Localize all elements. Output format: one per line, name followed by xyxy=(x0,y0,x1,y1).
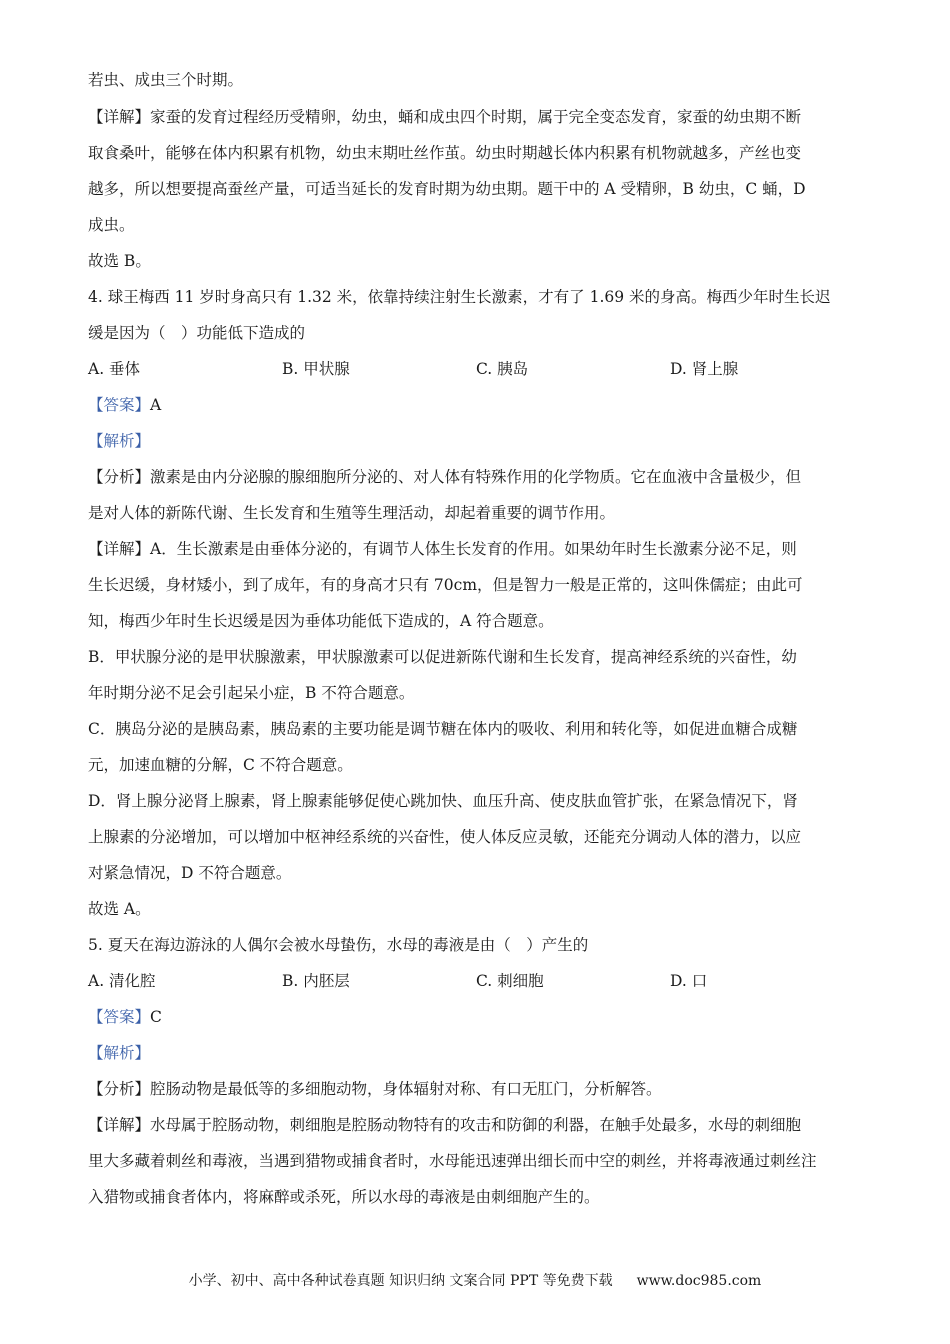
answer-tag: 【答案】 xyxy=(88,1008,151,1026)
text-line: 成虫。 xyxy=(88,216,135,234)
text-line: 里大多藏着刺丝和毒液，当遇到猎物或捕食者时，水母能迅速弹出细长而中空的刺丝，并将毒液通过刺丝注 xyxy=(88,1152,817,1170)
analysis-tag: 【解析】 xyxy=(88,1044,151,1062)
text-line: 【详解】A．生长激素是由垂体分泌的，有调节人体生长发育的作用。如果幼年时生长激素分泌不足，则 xyxy=(88,540,797,558)
q4-option-a: A. 垂体 xyxy=(88,360,141,378)
answer-value: A xyxy=(150,396,162,414)
text-line: 上腺素的分泌增加，可以增加中枢神经系统的兴奋性，使人体反应灵敏，还能充分调动人体的潜力，以应 xyxy=(88,828,802,846)
answer-value: C xyxy=(150,1008,162,1026)
text-line: 若虫、成虫三个时期。 xyxy=(88,71,244,89)
text-line: 故选 B。 xyxy=(88,252,151,270)
q4-answer-line xyxy=(88,395,161,415)
question-5-text: 5. 夏天在海边游泳的人偶尔会被水母蛰伤，水母的毒液是由（ ）产生的 xyxy=(88,936,589,954)
answer-tag: 【答案】 xyxy=(88,396,151,414)
q4-option-c: C. 胰岛 xyxy=(476,360,529,378)
text-line: 对紧急情况，D 不符合题意。 xyxy=(88,864,292,882)
analysis-tag: 【解析】 xyxy=(88,432,151,450)
footer-text: 小学、初中、高中各种试卷真题 知识归纳 文案合同 PPT 等免费下载 xyxy=(188,1273,613,1289)
q4-option-b: B. 甲状腺 xyxy=(282,360,350,378)
text-line: B．甲状腺分泌的是甲状腺激素，甲状腺激素可以促进新陈代谢和生长发育，提高神经系统的兴奋性，幼 xyxy=(88,648,797,666)
text-line: 取食桑叶，能够在体内积累有机物，幼虫末期吐丝作茧。幼虫时期越长体内积累有机物就越多，产丝也变 xyxy=(88,144,802,162)
text-line: 知，梅西少年时生长迟缓是因为垂体功能低下造成的，A 符合题意。 xyxy=(88,612,554,630)
text-line: 年时期分泌不足会引起呆小症，B 不符合题意。 xyxy=(88,684,415,702)
text-line: 【详解】家蚕的发育过程经历受精卵，幼虫，蛹和成虫四个时期，属于完全变态发育，家蚕的幼虫期不断 xyxy=(88,108,802,126)
text-line: 【详解】水母属于腔肠动物，刺细胞是腔肠动物特有的攻击和防御的利器，在触手处最多，水母的刺细胞 xyxy=(88,1116,802,1134)
text-line: 元，加速血糖的分解，C 不符合题意。 xyxy=(88,756,353,774)
text-line: 生长迟缓，身材矮小，到了成年，有的身高才只有 70cm，但是智力一般是正常的，这叫侏儒症；由此可 xyxy=(88,576,803,594)
q5-option-c: C. 刺细胞 xyxy=(476,972,544,990)
q5-option-d: D. 口 xyxy=(670,972,708,990)
question-4-text: 缓是因为（ ）功能低下造成的 xyxy=(88,324,306,342)
q4-option-d: D. 肾上腺 xyxy=(670,360,739,378)
text-line: 越多，所以想要提高蚕丝产量，可适当延长的发育时期为幼虫期。题干中的 A 受精卵，B 幼虫，C 蛹，D xyxy=(88,180,806,198)
footer-url[interactable]: www.doc985.com xyxy=(636,1273,762,1289)
q5-option-b: B. 内胚层 xyxy=(282,972,350,990)
q5-option-a: A. 清化腔 xyxy=(88,972,156,990)
text-line: 入猎物或捕食者体内，将麻醉或杀死，所以水母的毒液是由刺细胞产生的。 xyxy=(88,1188,600,1206)
text-line: C．胰岛分泌的是胰岛素，胰岛素的主要功能是调节糖在体内的吸收、利用和转化等，如促进血糖合成糖 xyxy=(88,720,798,738)
q5-answer-line xyxy=(88,1007,162,1027)
text-line: 故选 A。 xyxy=(88,900,151,918)
page-footer xyxy=(0,1270,950,1290)
text-line: 【分析】激素是由内分泌腺的腺细胞所分泌的、对人体有特殊作用的化学物质。它在血液中含量极少，但 xyxy=(88,468,802,486)
text-line: 是对人体的新陈代谢、生长发育和生殖等生理活动，却起着重要的调节作用。 xyxy=(88,504,616,522)
text-line: D．肾上腺分泌肾上腺素，肾上腺素能够促使心跳加快、血压升高、使皮肤血管扩张，在紧急情况下，肾 xyxy=(88,792,798,810)
text-line: 【分析】腔肠动物是最低等的多细胞动物，身体辐射对称、有口无肛门，分析解答。 xyxy=(88,1080,662,1098)
question-4-text: 4. 球王梅西 11 岁时身高只有 1.32 米，依靠持续注射生长激素，才有了 1.69 米的身高。梅西少年时生长迟 xyxy=(88,288,831,306)
